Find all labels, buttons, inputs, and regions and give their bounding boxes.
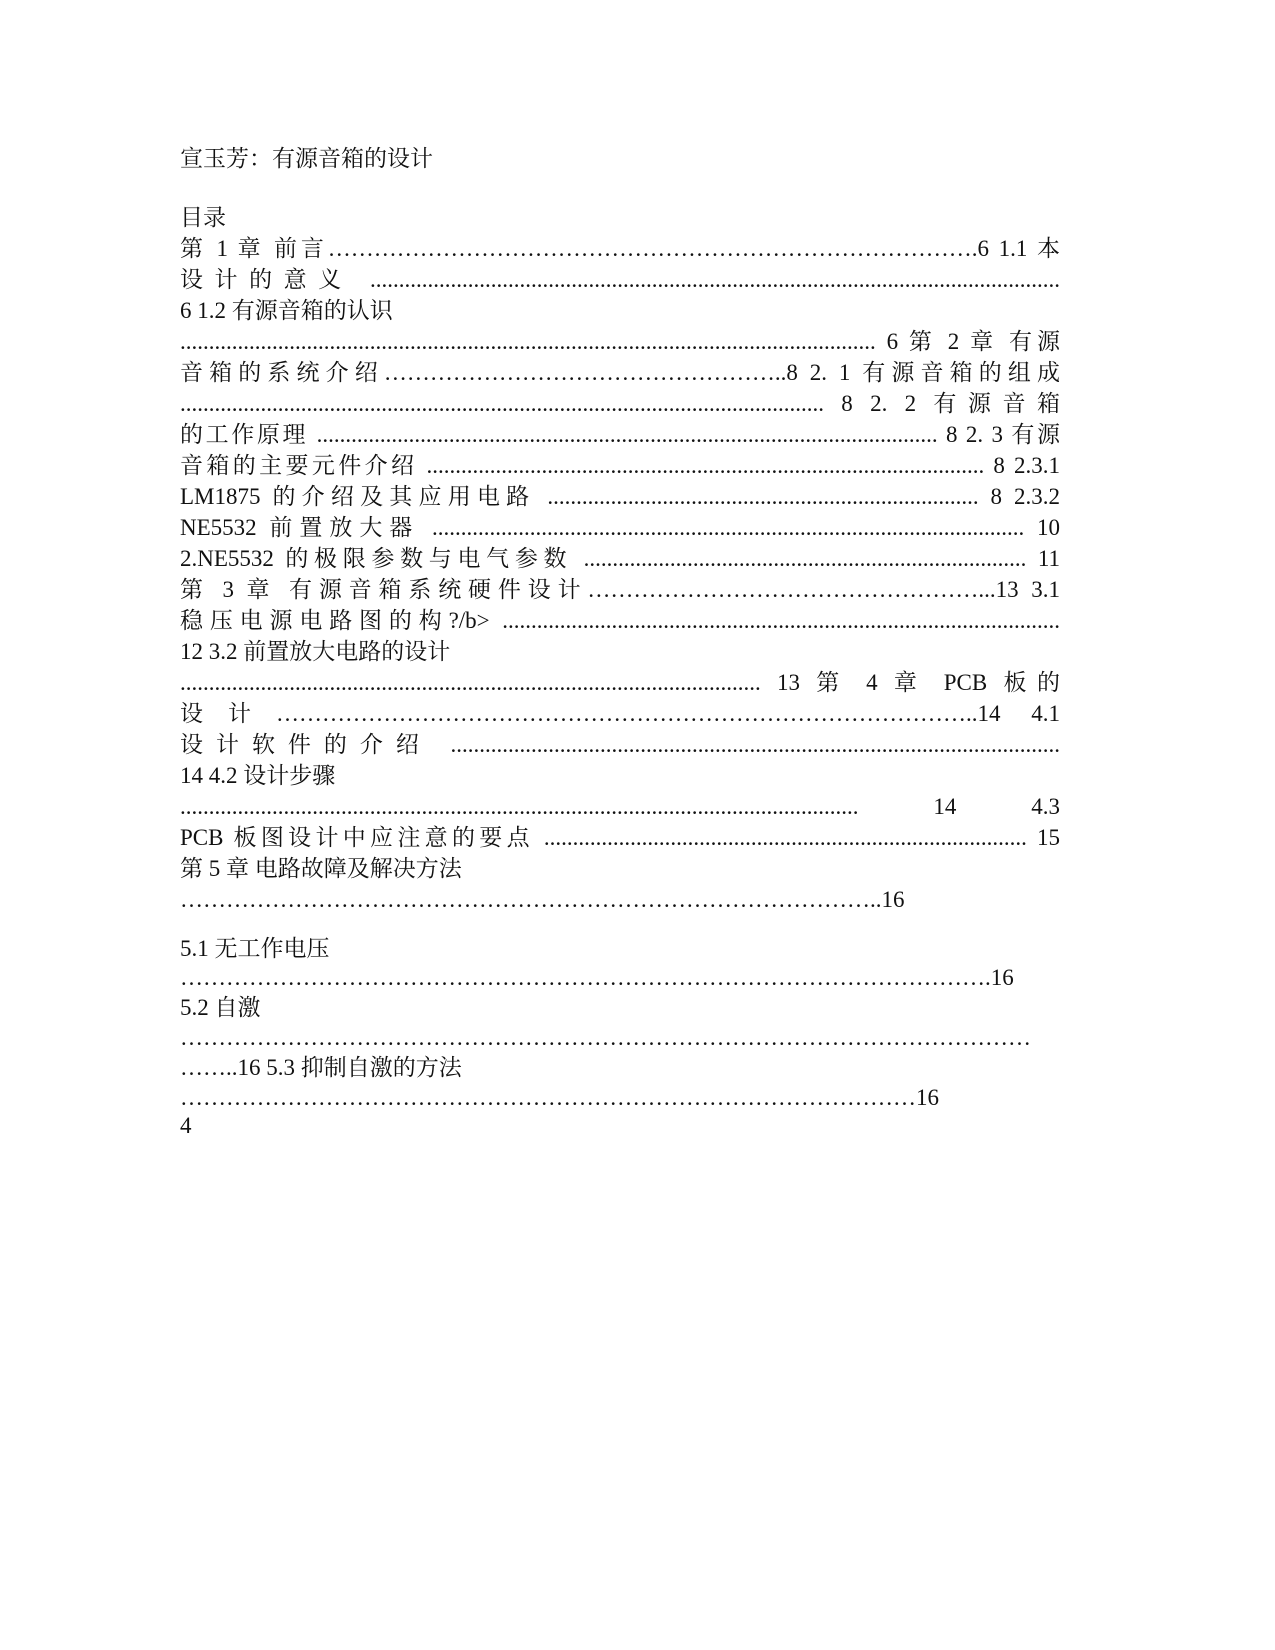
- page-number: 4: [180, 1113, 192, 1138]
- toc-line: ......................................................................................................................... 6 第 2 章 有源: [180, 329, 1060, 354]
- toc-line: …………………………………………………………………………………………….16: [180, 965, 1014, 990]
- toc-line: 设计软件的介绍 ..........................................................................................................: [180, 732, 1060, 757]
- toc-line: 设计的意义 ........................................................................................................................: [180, 267, 1060, 292]
- toc-line: NE5532 前置放大器 ....................................................................................................... 10: [180, 515, 1060, 540]
- toc-line: ……..16 5.3 抑制自激的方法: [180, 1055, 462, 1080]
- toc-line: ................................................................................................................ 8 2. 2 有源音箱: [180, 391, 1060, 416]
- toc-line: 第 3 章 有源音箱系统硬件设计……………………………………………...13 3.1: [180, 577, 1060, 602]
- toc-line: 2.NE5532 的极限参数与电气参数 ............................................................................. 11: [180, 546, 1060, 571]
- toc-line: 14 4.2 设计步骤: [180, 763, 336, 788]
- toc-line: 音箱的系统介绍……………………………………………..8 2. 1 有源音箱的组成: [180, 360, 1060, 385]
- toc-line: PCB 板图设计中应注意的要点 .................................................................................... 15: [180, 825, 1060, 850]
- toc-line: ..................................................................................................... 13 第 4 章 PCB 板的: [180, 670, 1060, 695]
- toc-heading: 目录: [180, 205, 226, 230]
- toc-line: 6 1.2 有源音箱的认识: [180, 298, 393, 323]
- toc-line: 12 3.2 前置放大电路的设计: [180, 639, 451, 664]
- toc-line: ………………………………………………………………………………..16: [180, 887, 905, 912]
- toc-line: ……………………………………………………………………………………16: [180, 1085, 939, 1110]
- toc-line: 音箱的主要元件介绍 ................................................................................................. 8 2.3.1: [180, 453, 1060, 478]
- toc-line: 5.1 无工作电压: [180, 936, 330, 961]
- toc-line: 第 5 章 电路故障及解决方法: [180, 856, 462, 881]
- toc-line: 第 1 章 前言………………………………………………………………………….6 1.1 本: [180, 236, 1060, 261]
- toc-line: 设计………………………………………………………………………………..14 4.1: [180, 701, 1060, 726]
- toc-line: 稳压电源电路图的构?/b> .................................................................................................: [180, 608, 1060, 633]
- document-title: 宣玉芳：有源音箱的设计: [180, 146, 433, 171]
- toc-line: 5.2 自激: [180, 995, 261, 1020]
- toc-line: ...................................................................................................................... 14 4.3: [180, 794, 1060, 819]
- toc-line: LM1875 的介绍及其应用电路 ........................................................................... 8 2.3.2: [180, 484, 1060, 509]
- toc-line: …………………………………………………………………………………………………: [180, 1025, 1031, 1050]
- toc-line: 的工作原理 ............................................................................................................ 8 2. 3 有源: [180, 422, 1060, 447]
